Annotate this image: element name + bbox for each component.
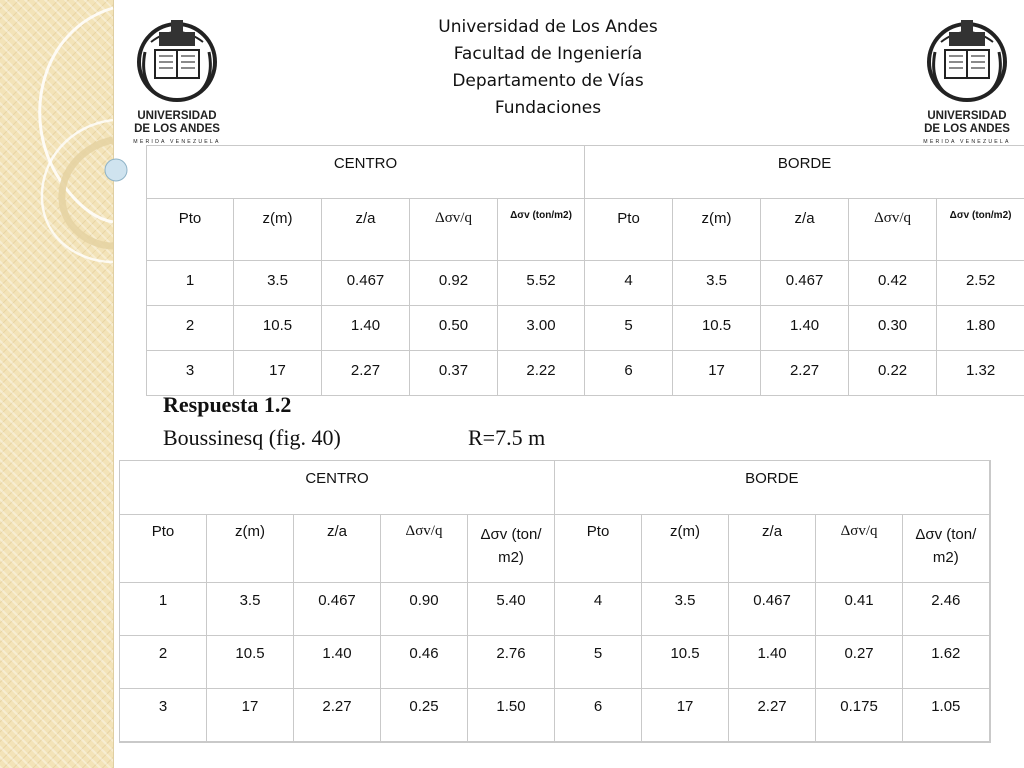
column-header: z/a [322, 199, 410, 261]
table-cell: 1.50 [468, 689, 555, 743]
table-cell: 1.80 [937, 306, 1024, 351]
table-cell: 3.5 [207, 583, 294, 636]
table-cell: 2 [120, 636, 207, 689]
column-header: z(m) [673, 199, 761, 261]
table-cell: 2.46 [903, 583, 990, 636]
column-header: Δσv (ton/m2) [937, 199, 1024, 261]
table-cell: 0.41 [816, 583, 903, 636]
answer-title: Respuesta 1.2 [163, 392, 292, 417]
table-cell: 10.5 [234, 306, 322, 351]
page-header [370, 14, 726, 122]
column-header: Δσv/q [410, 199, 498, 261]
table-cell: 3.00 [498, 306, 585, 351]
table-cell: 5.40 [468, 583, 555, 636]
table-cell: 0.46 [381, 636, 468, 689]
table-cell: 0.467 [294, 583, 381, 636]
logo-text-line2: DE LOS ANDES [134, 123, 220, 135]
table-cell: 10.5 [673, 306, 761, 351]
table-cell: 0.175 [816, 689, 903, 743]
table-cell: 1 [120, 583, 207, 636]
table-row [120, 583, 990, 636]
column-header: Δσv/q [849, 199, 937, 261]
group-header-centro: CENTRO [147, 146, 585, 199]
table-cell: 0.92 [410, 261, 498, 306]
table-cell: 0.27 [816, 636, 903, 689]
table-cell: 3 [147, 351, 234, 396]
results-table-2 [119, 460, 991, 743]
table-row [120, 689, 990, 743]
answer-radius: R=7.5 m [468, 425, 546, 450]
table-cell: 17 [234, 351, 322, 396]
table-cell: 5 [585, 306, 673, 351]
column-header: Pto [555, 515, 642, 583]
column-header: Δσv (ton/m2) [498, 199, 585, 261]
table-cell: 1 [147, 261, 234, 306]
table-cell: 2.27 [729, 689, 816, 743]
table-cell: 1.40 [294, 636, 381, 689]
table-cell: 1.40 [322, 306, 410, 351]
table-cell: 2.52 [937, 261, 1024, 306]
column-header: z(m) [207, 515, 294, 583]
header-faculty: Facultad de Ingeniería [453, 44, 643, 64]
column-header: Pto [585, 199, 673, 261]
group-header-centro: CENTRO [120, 461, 555, 515]
table-cell: 2.22 [498, 351, 585, 396]
table-cell: 2.76 [468, 636, 555, 689]
table-cell: 1.32 [937, 351, 1024, 396]
university-logo-right [921, 12, 1013, 147]
results-table-1 [146, 145, 1024, 396]
table-cell: 0.50 [410, 306, 498, 351]
column-header: z(m) [642, 515, 729, 583]
table-cell: 3 [120, 689, 207, 743]
group-header-borde: BORDE [585, 146, 1024, 199]
column-header: Δσv/q [381, 515, 468, 583]
column-header: z(m) [234, 199, 322, 261]
table-cell: 0.90 [381, 583, 468, 636]
table-cell: 5 [555, 636, 642, 689]
table-cell: 1.62 [903, 636, 990, 689]
column-header: Δσv (ton/ m2) [468, 515, 555, 583]
table-cell: 6 [555, 689, 642, 743]
logo-text-line1: UNIVERSIDAD [927, 110, 1007, 122]
table-cell: 1.05 [903, 689, 990, 743]
table-cell: 0.25 [381, 689, 468, 743]
column-header: Δσv (ton/ m2) [903, 515, 990, 583]
column-header: z/a [294, 515, 381, 583]
logo-text-line1: UNIVERSIDAD [137, 110, 217, 122]
table-cell: 2.27 [294, 689, 381, 743]
table-cell: 1.40 [729, 636, 816, 689]
logo-text-line2: DE LOS ANDES [924, 123, 1010, 135]
table-cell: 0.37 [410, 351, 498, 396]
table-cell: 0.467 [761, 261, 849, 306]
table-cell: 0.467 [729, 583, 816, 636]
table-row [147, 306, 1024, 351]
table-cell: 2.27 [322, 351, 410, 396]
column-header: Pto [147, 199, 234, 261]
table-cell: 4 [555, 583, 642, 636]
column-header: Δσv/q [816, 515, 903, 583]
table-cell: 0.467 [322, 261, 410, 306]
column-header: z/a [761, 199, 849, 261]
table-row [120, 636, 990, 689]
table-cell: 0.30 [849, 306, 937, 351]
university-logo-left [131, 12, 223, 147]
table-cell: 17 [642, 689, 729, 743]
table-row [147, 261, 1024, 306]
logo-text-place: MERIDA VENEZUELA [133, 139, 221, 145]
table-cell: 4 [585, 261, 673, 306]
table-cell: 0.42 [849, 261, 937, 306]
column-header: Pto [120, 515, 207, 583]
table-cell: 17 [207, 689, 294, 743]
header-course: Fundaciones [494, 98, 602, 118]
column-header: z/a [729, 515, 816, 583]
table-cell: 17 [673, 351, 761, 396]
table-cell: 10.5 [207, 636, 294, 689]
answer-method: Boussinesq (fig. 40) [163, 425, 341, 450]
table-cell: 6 [585, 351, 673, 396]
table-cell: 3.5 [234, 261, 322, 306]
logo-text-place: MERIDA VENEZUELA [923, 139, 1011, 145]
table-cell: 2.27 [761, 351, 849, 396]
table-cell: 10.5 [642, 636, 729, 689]
header-university: Universidad de Los Andes [438, 17, 658, 37]
group-header-borde: BORDE [555, 461, 990, 515]
table-cell: 5.52 [498, 261, 585, 306]
table-cell: 0.22 [849, 351, 937, 396]
table-cell: 2 [147, 306, 234, 351]
header-department: Departamento de Vías [452, 71, 644, 91]
table-cell: 3.5 [673, 261, 761, 306]
table-cell: 3.5 [642, 583, 729, 636]
table-row [147, 351, 1024, 396]
table-cell: 1.40 [761, 306, 849, 351]
decorative-bubble-icon [105, 159, 127, 181]
